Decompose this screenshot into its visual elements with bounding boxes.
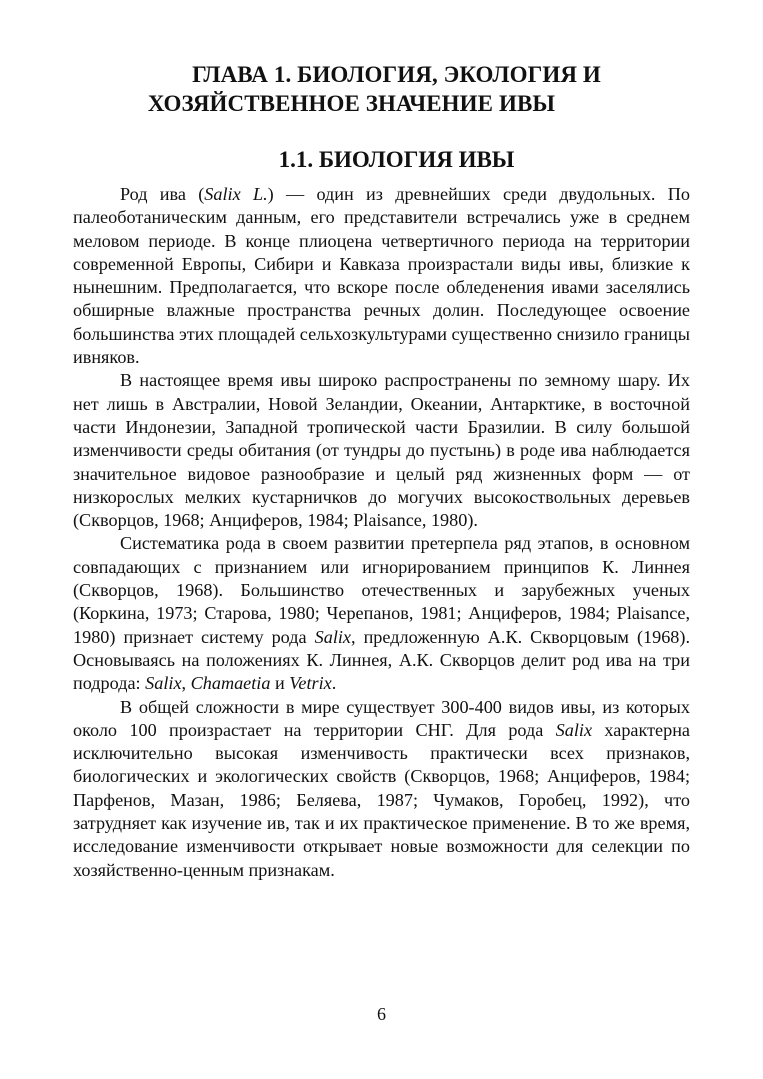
paragraph-2-text: В настоящее время ивы широко распространены по земному шару. Их нет лишь в Австралии, Новой Зеландии, Океании, Антарктике, в восточной части Индонезии, Западной тропической части Бразилии. В силу большой изменчивости среды обитания (от тундры до пустынь) в роде ива наблюдается значительное видовое разнообразие и целый ряд жизненных форм — от низкорослых мелких кустарничков до могучих высокоствольных деревьев (Скворцов, 1968; Анциферов, 1984; Plaisance, 1980). (73, 370, 690, 531)
chapter-title-line-2: ХОЗЯЙСТВЕННОЕ ЗНАЧЕНИЕ ИВЫ (147, 91, 556, 116)
page-content (73, 60, 690, 882)
chapter-title (73, 60, 690, 118)
chapter-title-line-1: ГЛАВА 1. БИОЛОГИЯ, ЭКОЛОГИЯ И (192, 62, 601, 87)
paragraph-1-latin: Salix L. (204, 184, 268, 204)
paragraph-3-latin-2: Salix (145, 673, 182, 694)
paragraph-4-text-b: характерна исключительно высокая изменчивость практически всех признаков, биологических и экологических свойств (Скворцов, 1968; Анциферов, 1984; Парфенов, Мазан, 1986; Беляева, 1987; Чумаков, Горобец, 1992), что затрудняет как изучение ив, так и их практическое применение. В то же время, исследование изменчивости открывает новые возможности для селекции по хозяйственно-ценным признакам. (73, 719, 691, 880)
paragraph-4-latin: Salix (555, 719, 593, 740)
paragraph-3-text-e: . (331, 673, 337, 694)
paragraph-2 (73, 369, 690, 532)
section-title: 1.1. БИОЛОГИЯ ИВЫ (278, 147, 515, 172)
paragraph-3-text-c: , (181, 673, 191, 694)
paragraph-3-text-b: , предложенную А.К. Скворцовым (1968). Основываясь на положениях К. Линнея, А.К. Скворцов делит род ива на три подрода: (73, 626, 690, 694)
paragraph-4 (73, 696, 690, 882)
paragraph-3 (73, 532, 690, 695)
page-number: 6 (377, 1004, 386, 1024)
paragraph-3-text-d: и (270, 673, 290, 694)
paragraph-1-text-b: ) — один из древнейших среди двудольных. По палеоботаническим данным, его представители встречались уже в среднем меловом периоде. В конце плиоцена четвертичного периода на территории современной Европы, Сибири и Кавказа произрастали виды ивы, близкие к нынешним. Предполагается, что вскоре после обледенения ивами заселялись обширные влажные пространства речных долин. Последующее освоение большинства этих площадей сельхозкультурами существенно снизило границы ивняков. (73, 184, 690, 368)
paragraph-3-latin-4: Vetrix (289, 673, 332, 694)
paragraph-3-latin-3: Chamaetia (190, 673, 271, 694)
paragraph-3-text-a: Систематика рода в своем развитии претерпела ряд этапов, в основном совпадающих с признанием или игнорированием принципов К. Линнея (Скворцов, 1968). Большинство отечественных и зарубежных ученых (Коркина, 1973; Старова, 1980; Черепанов, 1981; Анциферов, 1984; Plaisance, 1980) признает систему рода (73, 533, 690, 647)
paragraph-3-latin-1: Salix (314, 626, 351, 647)
paragraph-1 (73, 183, 690, 369)
paragraph-1-text-a: Род ива ( (120, 184, 205, 204)
paragraph-4-text-a: В общей сложности в мире существует 300-400 видов ивы, из которых около 100 произрастает на территории СНГ. Для рода (73, 696, 690, 740)
